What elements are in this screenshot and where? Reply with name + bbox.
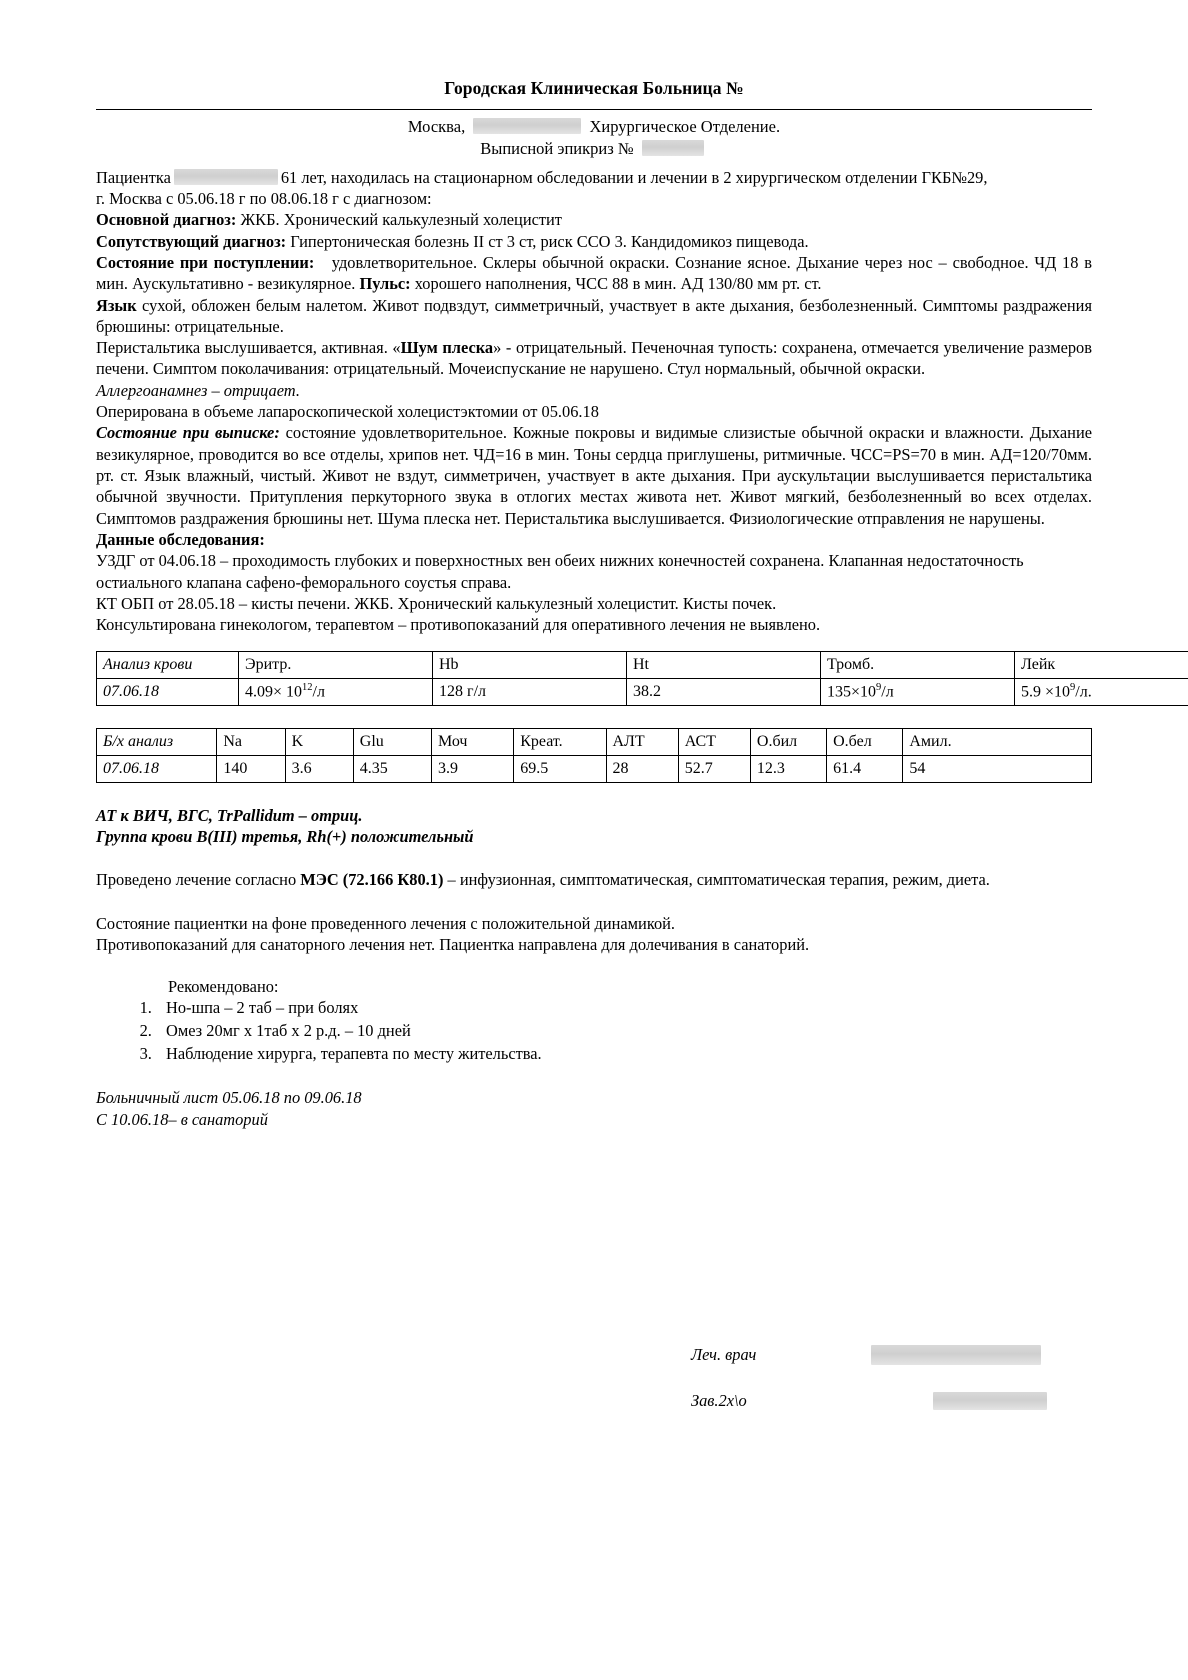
signature-block	[96, 1345, 1092, 1437]
treatment-prefix: Проведено лечение согласно	[96, 870, 301, 890]
eritr-value: 4.09× 10	[245, 683, 303, 701]
bio-header-3: Glu	[353, 728, 431, 755]
header-line-city-department	[96, 116, 1092, 138]
tromb-unit: /л	[881, 683, 894, 701]
head-signature-label: Зав.2х\о	[691, 1391, 747, 1410]
leik-value: 5.9 ×10	[1021, 683, 1071, 701]
blood-cell-tromb	[821, 678, 1015, 705]
bio-cell-0: 07.06.18	[97, 755, 217, 782]
table-row	[97, 755, 1092, 782]
bio-header-2: K	[285, 728, 353, 755]
tongue-abdomen-line	[96, 295, 1092, 338]
header-line-epicrisis-number	[96, 138, 1092, 160]
bio-header-8: О.бил	[750, 728, 826, 755]
biochemistry-table	[96, 728, 1092, 783]
bio-cell-9: 61.4	[827, 755, 903, 782]
patient-details: 61 лет, находилась на стационарном обследовании и лечении в 2 хирургическом отделении ГКБ№29,	[280, 167, 988, 187]
recommendations-label: Рекомендовано:	[168, 977, 279, 997]
eritr-exponent: 12	[302, 682, 313, 694]
admission-status-line	[96, 252, 1092, 295]
patient-line	[96, 167, 1092, 188]
redacted-patient-name	[174, 169, 278, 185]
bio-header-5: Креат.	[514, 728, 606, 755]
eritr-unit: /л	[312, 683, 325, 701]
blood-header-1: Эритр.	[239, 651, 433, 678]
peristalsis-line	[96, 337, 1092, 380]
discharge-status-text: состояние удовлетворительное. Кожные покровы и видимые слизистые обычной окраски и влажности. Дыхание везикулярное, проводится во все отделы, хрипов нет. ЧД=16 в мин. Тоны сердца приглушены, ритмичные. ЧСС=PS=70 в мин. АД=120/70мм. рт. ст. Язык влажный, чистый. Живот не вздут, симметричен, участвует в акте дыхания. При аускультации выслушивается перистальтика обычной звучности. Притупления перкуторного звука в отлогих местах живота нет. Живот мягкий, безболезненный во всех отделах. Симптомов раздражения брюшины нет. Шума плеска нет. Перистальтика выслушивается. Физиологические отправления не нарушены.	[96, 423, 1092, 528]
blood-cell-date: 07.06.18	[97, 678, 239, 705]
bio-header-7: АСТ	[678, 728, 750, 755]
list-item: 1. Но-шпа – 2 таб – при болях	[156, 997, 1092, 1020]
main-diagnosis-line	[96, 209, 1092, 230]
treatment-line	[96, 869, 1092, 890]
bio-cell-4: 3.9	[432, 755, 514, 782]
admission-status-label: Состояние при поступлении:	[96, 252, 315, 272]
blood-analysis-table	[96, 651, 1188, 706]
dynamics-line: Состояние пациентки на фоне проведенного лечения с положительной динамикой.	[96, 913, 676, 933]
main-diagnosis-text: ЖКБ. Хронический калькулезный холецистит	[240, 210, 562, 230]
allergy-line: Аллергоанамнез – отрицает.	[96, 380, 300, 400]
serology-line: АТ к ВИЧ, ВГС, TrPallidum – отриц.	[96, 805, 363, 825]
tongue-text: сухой, обложен белым налетом. Живот подвздут, симметричный, участвует в акте дыхания, безболезненный. Симптомы раздражения брюшины: отрицательные.	[96, 295, 1092, 336]
blood-cell-eritr	[239, 678, 433, 705]
blood-group-line: Группа крови В(III) третья, Rh(+) положительный	[96, 827, 474, 847]
table-row-header	[97, 651, 1188, 678]
bio-cell-2: 3.6	[285, 755, 353, 782]
bio-cell-5: 69.5	[514, 755, 606, 782]
redacted-city-detail	[473, 118, 581, 134]
table-row-header	[97, 728, 1092, 755]
treatment-suffix: – инфузионная, симптоматическая, симптоматическая терапия, режим, диета.	[443, 870, 990, 890]
peristalsis-text-post: » - отрицательный. Печеночная тупость: сохранена, отмечается увеличение размеров печени. Симптом поколачивания: отрицательный. Мочеиспускание не нарушено. Стул нормальный, обычной окраски.	[96, 338, 1092, 379]
admission-line: г. Москва с 05.06.18 г по 08.06.18 г с диагнозом:	[96, 188, 432, 208]
sanatorium-from-line: С 10.06.18– в санаторий	[96, 1109, 268, 1129]
page-title: Городская Клиническая Больница №	[444, 78, 744, 98]
sanatorium-line: Противопоказаний для санаторного лечения нет. Пациентка направлена для долечивания в санаторий.	[96, 935, 810, 955]
exam-line-consults: Консультирована гинекологом, терапевтом – противопоказаний для оперативного лечения не выявлено.	[96, 615, 821, 635]
signature-row-doctor	[96, 1345, 1092, 1365]
discharge-status-line	[96, 422, 1092, 529]
list-item: 3. Наблюдение хирурга, терапевта по месту жительства.	[156, 1043, 1092, 1066]
blood-header-0: Анализ крови	[97, 651, 239, 678]
bio-cell-8: 12.3	[750, 755, 826, 782]
header-divider	[96, 109, 1092, 110]
blood-header-2: Hb	[433, 651, 627, 678]
table-row	[97, 678, 1188, 705]
bio-header-9: О.бел	[827, 728, 903, 755]
blood-cell-ht: 38.2	[627, 678, 821, 705]
bio-header-10: Амил.	[903, 728, 1092, 755]
city-label: Москва,	[407, 117, 466, 136]
blood-header-5: Лейк	[1015, 651, 1188, 678]
concomitant-diagnosis-line	[96, 231, 1092, 252]
epicrisis-number-label: Выписной эпикриз №	[480, 138, 634, 158]
tongue-label: Язык	[96, 295, 137, 315]
bio-header-1: Na	[217, 728, 285, 755]
blood-header-3: Ht	[627, 651, 821, 678]
blood-header-4: Тромб.	[821, 651, 1015, 678]
main-diagnosis-label: Основной диагноз:	[96, 210, 237, 230]
redacted-doctor-signature	[871, 1345, 1041, 1365]
admission-status-text: удовлетворительное. Склеры обычной окраски. Сознание ясное. Дыхание через нос – свободное. ЧД 18 в мин. Аускультативно - везикулярное.	[96, 252, 1093, 294]
concomitant-diagnosis-text: Гипертоническая болезнь II ст 3 ст, риск ССО 3. Кандидомикоз пищевода.	[290, 231, 809, 251]
pulse-label: Пульс:	[359, 274, 411, 294]
bio-cell-3: 4.35	[353, 755, 431, 782]
exam-data-label: Данные обследования:	[96, 530, 265, 550]
exam-line-uzdg: УЗДГ от 04.06.18 – проходимость глубоких и поверхностных вен обеих нижних конечностей сохранена. Клапанная недостаточность остиального клапана сафено-феморального соустья справа.	[96, 551, 1024, 592]
pulse-text: хорошего наполнения, ЧСС 88 в мин. АД 130/80 мм рт. ст.	[414, 274, 822, 294]
bio-cell-7: 52.7	[678, 755, 750, 782]
redacted-epicrisis-number	[642, 140, 704, 156]
leik-exponent: 9	[1070, 682, 1076, 694]
doctor-signature-label: Леч. врач	[691, 1345, 757, 1364]
bio-cell-10: 54	[903, 755, 1092, 782]
tromb-exponent: 9	[876, 682, 882, 694]
peristalsis-text-pre: Перистальтика выслушивается, активная. «	[96, 338, 401, 358]
redacted-head-signature	[933, 1392, 1047, 1410]
exam-line-ct: КТ ОБП от 28.05.18 – кисты печени. ЖКБ. Хронический калькулезный холецистит. Кисты почек.	[96, 594, 777, 614]
blood-cell-leik	[1015, 678, 1188, 705]
bio-header-4: Моч	[432, 728, 514, 755]
list-item: 2. Омез 20мг х 1таб х 2 р.д. – 10 дней	[156, 1020, 1092, 1043]
department-label: Хирургическое Отделение.	[589, 117, 781, 136]
bio-cell-1: 140	[217, 755, 285, 782]
bio-header-0: Б/х анализ	[97, 728, 217, 755]
operation-line: Оперирована в объеме лапароскопической холецистэктомии от 05.06.18	[96, 402, 599, 422]
concomitant-diagnosis-label: Сопутствующий диагноз:	[96, 231, 287, 251]
patient-label: Пациентка	[96, 167, 171, 187]
bio-cell-6: 28	[606, 755, 678, 782]
discharge-status-label: Состояние при выписке:	[96, 423, 280, 443]
sick-leave-line: Больничный лист 05.06.18 по 09.06.18	[96, 1088, 362, 1108]
recommendations-list	[96, 997, 1092, 1065]
signature-row-head	[96, 1391, 1092, 1411]
blood-cell-hb: 128 г/л	[433, 678, 627, 705]
leik-unit: /л.	[1075, 683, 1092, 701]
treatment-standard-code: МЭС (72.166 К80.1)	[300, 870, 444, 890]
bio-header-6: АЛТ	[606, 728, 678, 755]
tromb-value: 135×10	[827, 683, 877, 701]
splash-noise-label: Шум плеска	[400, 338, 494, 358]
